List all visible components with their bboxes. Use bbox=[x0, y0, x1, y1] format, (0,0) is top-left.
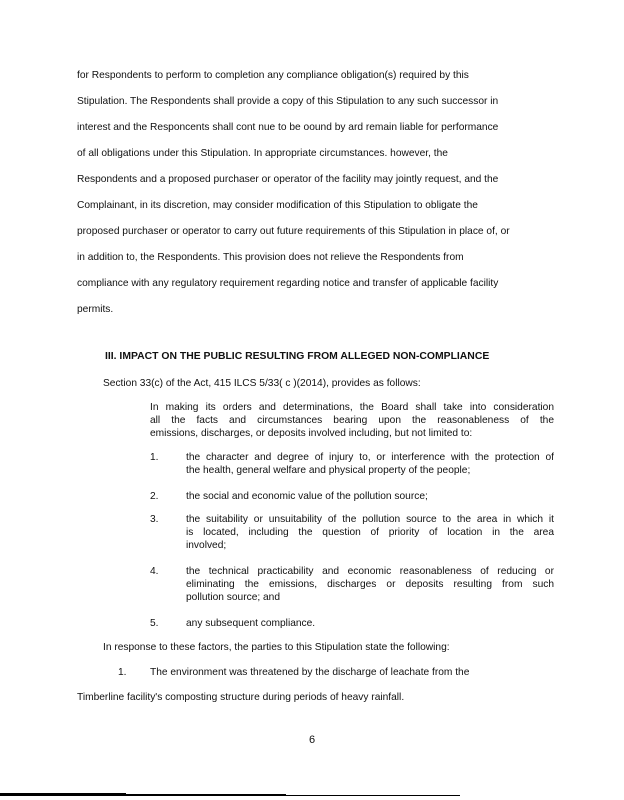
factor-text: the suitability or unsuitability of the pollution source to the area in which it bbox=[186, 514, 554, 525]
paragraph-line: permits. bbox=[77, 304, 114, 315]
quote-line: all the facts and circumstances bearing upon the reasonableness of the bbox=[150, 415, 554, 426]
paragraph-line: Complainant, in its discretion, may consider modification of this Stipulation to obligate the bbox=[77, 200, 478, 211]
factor-text: the character and degree of injury to, or interference with the protection of bbox=[186, 452, 554, 463]
paragraph-line: interest and the Responcents shall cont nue to be oound by ard remain liable for performance bbox=[77, 122, 499, 133]
paragraph-line: for Respondents to perform to completion any compliance obligation(s) required by this bbox=[77, 70, 469, 81]
section-heading: III. IMPACT ON THE PUBLIC RESULTING FROM ALLEGED NON-COMPLIANCE bbox=[105, 351, 490, 362]
factor-text: eliminating the emissions, discharges or deposits resulting from such bbox=[186, 579, 554, 590]
factor-text: the technical practicability and economic reasonableness of reducing or bbox=[186, 566, 554, 577]
paragraph-line: proposed purchaser or operator to carry out future requirements of this Stipulation in place of, or bbox=[77, 226, 510, 237]
scan-edge-line bbox=[126, 794, 286, 796]
quote-line: In making its orders and determinations, the Board shall take into consideration bbox=[150, 402, 554, 413]
factor-number: 2. bbox=[150, 491, 159, 502]
paragraph-line: Stipulation. The Respondents shall provide a copy of this Stipulation to any such successor in bbox=[77, 96, 499, 107]
quote-line: emissions, discharges, or deposits involved including, but not limited to: bbox=[150, 428, 473, 439]
paragraph-line: of all obligations under this Stipulation. In appropriate circumstances. however, the bbox=[77, 148, 448, 159]
paragraph-line: in addition to, the Respondents. This provision does not relieve the Respondents from bbox=[77, 252, 464, 263]
scan-edge-line bbox=[0, 793, 126, 796]
page-number: 6 bbox=[308, 734, 316, 746]
response-text: Timberline facility's composting structure during periods of heavy rainfall. bbox=[77, 692, 405, 703]
factor-text: any subsequent compliance. bbox=[186, 618, 316, 629]
paragraph-line: Respondents and a proposed purchaser or operator of the facility may jointly request, and the bbox=[77, 174, 499, 185]
factor-text: involved; bbox=[186, 540, 227, 551]
factor-number: 1. bbox=[150, 452, 159, 463]
statute-intro: Section 33(c) of the Act, 415 ILCS 5/33( c )(2014), provides as follows: bbox=[103, 378, 421, 389]
factor-number: 3. bbox=[150, 514, 159, 525]
scan-edge-line bbox=[286, 795, 460, 796]
factor-text: the health, general welfare and physical property of the people; bbox=[186, 465, 471, 476]
response-intro: In response to these factors, the parties to this Stipulation state the following: bbox=[103, 642, 450, 653]
factor-text: the social and economic value of the pollution source; bbox=[186, 491, 428, 502]
factor-text: is located, including the question of priority of location in the area bbox=[186, 527, 554, 538]
response-text: The environment was threatened by the discharge of leachate from the bbox=[150, 667, 470, 678]
factor-text: pollution source; and bbox=[186, 592, 281, 603]
response-number: 1. bbox=[118, 667, 127, 678]
factor-number: 4. bbox=[150, 566, 159, 577]
factor-number: 5. bbox=[150, 618, 159, 629]
paragraph-line: compliance with any regulatory requirement regarding notice and transfer of applicable facility bbox=[77, 278, 499, 289]
